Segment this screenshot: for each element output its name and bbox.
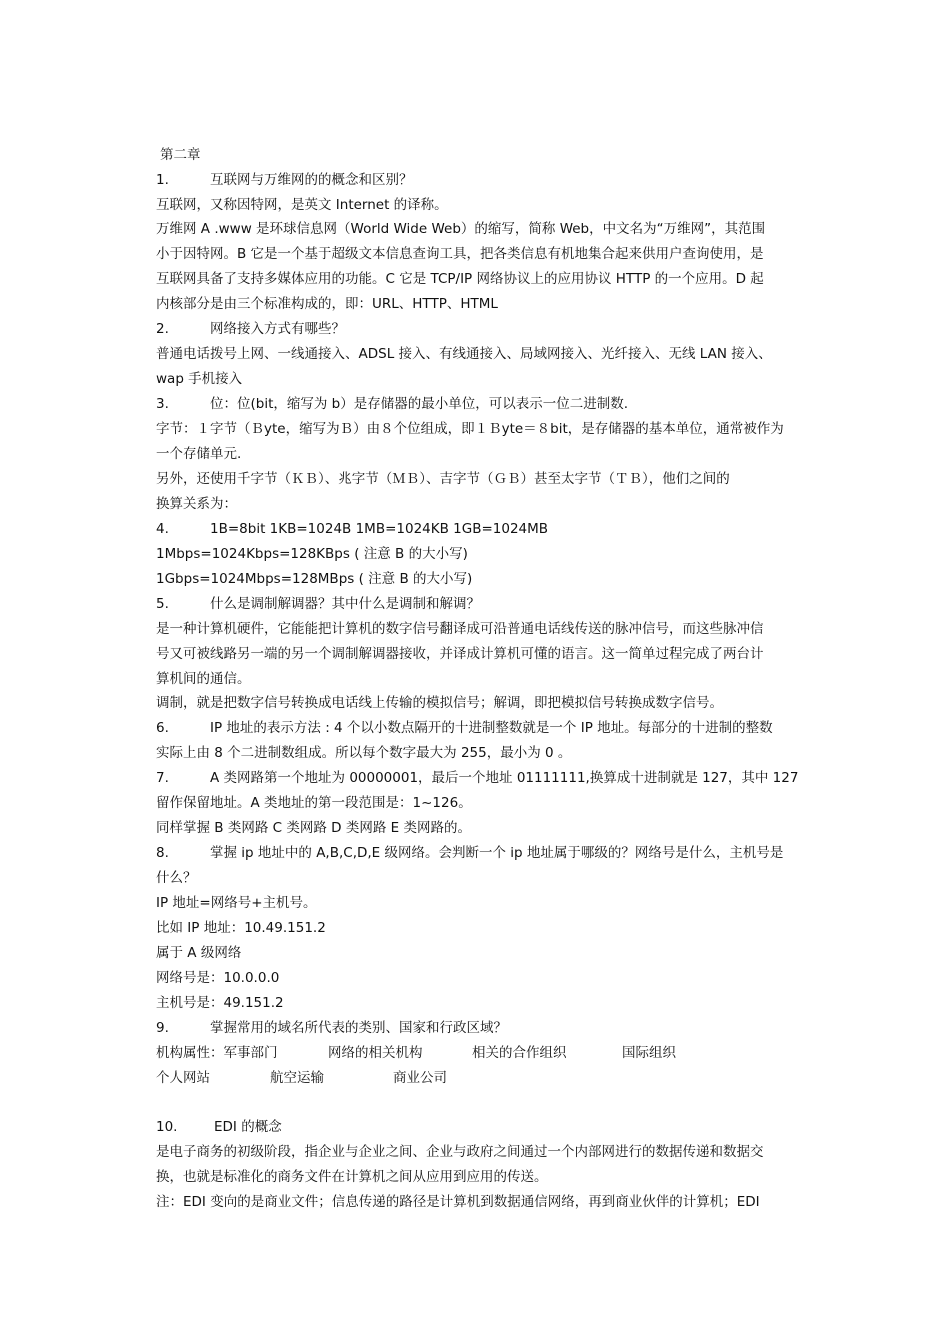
- paragraph-line: 实际上由 8 个二进制数组成。所以每个数字最大为 255，最小为 0 。: [156, 745, 572, 761]
- paragraph-line: 是电子商务的初级阶段，指企业与企业之间、企业与政府之间通过一个内部网进行的数据传递和数据交: [156, 1144, 764, 1160]
- question-number: 7.: [156, 770, 169, 786]
- paragraph-line: 留作保留地址。A 类地址的第一段范围是：1~126。: [156, 795, 472, 811]
- paragraph-line: 互联网，又称因特网，是英文 Internet 的译称。: [156, 197, 448, 213]
- question-text: EDI 的概念: [214, 1119, 282, 1135]
- paragraph-line: 另外，还使用千字节（ＫＢ）、兆字节（ＭＢ）、吉字节（ＧＢ）甚至太字节（ＴＢ），他们之间的: [156, 471, 730, 487]
- question-number: 9.: [156, 1020, 169, 1036]
- paragraph-line: IP 地址=网络号+主机号。: [156, 895, 317, 911]
- question-text: 掌握 ip 地址中的 A,B,C,D,E 级网络。会判断一个 ip 地址属于哪级的？网络号是什么，主机号是: [210, 845, 784, 861]
- paragraph-line: 互联网具备了支持多媒体应用的功能。C 它是 TCP/IP 网络协议上的应用协议 HTTP 的一个应用。D 起: [156, 271, 764, 287]
- question-text: 互联网与万维网的的概念和区别？: [210, 172, 413, 188]
- paragraph-line: 内核部分是由三个标准构成的，即：URL、HTTP、HTML: [156, 296, 498, 312]
- question-number: 5.: [156, 596, 169, 612]
- domain-category: 相关的合作组织: [472, 1045, 567, 1061]
- chapter-title: 第二章: [160, 147, 201, 163]
- paragraph-line: 属于 A 级网络: [156, 945, 242, 961]
- question-text: A 类网路第一个地址为 00000001，最后一个地址 01111111,换算成十进制就是 127，其中 127: [210, 770, 799, 786]
- paragraph-line: 调制，就是把数字信号转换成电话线上传输的模拟信号；解调，即把模拟信号转换成数字信号。: [156, 695, 723, 711]
- question-number: 4.: [156, 521, 169, 537]
- question-number: 6.: [156, 720, 169, 736]
- domain-category: 航空运输: [270, 1070, 324, 1086]
- paragraph-line: 是一种计算机硬件，它能能把计算机的数字信号翻译成可沿普通电话线传送的脉冲信号，而这些脉冲信: [156, 621, 764, 637]
- question-number: 8.: [156, 845, 169, 861]
- paragraph-line: 普通电话拨号上网、一线通接入、ADSL 接入、有线通接入、局域网接入、光纤接入、无线 LAN 接入、: [156, 346, 772, 362]
- paragraph-line: 什么？: [156, 870, 197, 886]
- domain-category: 网络的相关机构: [328, 1045, 423, 1061]
- question-number: 10.: [156, 1119, 178, 1135]
- paragraph-line: 换，也就是标准化的商务文件在计算机之间从应用到应用的传送。: [156, 1169, 548, 1185]
- question-number: 1.: [156, 172, 169, 188]
- paragraph-line: 比如 IP 地址：10.49.151.2: [156, 920, 326, 936]
- question-number: 2.: [156, 321, 169, 337]
- paragraph-line: 一个存储单元.: [156, 446, 242, 462]
- question-text: 1B=8bit 1KB=1024B 1MB=1024KB 1GB=1024MB: [210, 521, 549, 537]
- paragraph-line: 万维网 A .www 是环球信息网（World Wide Web）的缩写，简称 Web，中文名为“万维网”，其范围: [156, 221, 766, 237]
- paragraph-line: 字节：１字节（Ｂyte，缩写为Ｂ）由８个位组成，即１Ｂyte＝８bit，是存储器的基本单位，通常被作为: [156, 421, 784, 437]
- paragraph-line: 网络号是：10.0.0.0: [156, 970, 280, 986]
- domain-category: 国际组织: [622, 1045, 676, 1061]
- paragraph-line: 注：EDI 变向的是商业文件；信息传递的路径是计算机到数据通信网络，再到商业伙伴的计算机；EDI: [156, 1194, 760, 1210]
- domain-category: 商业公司: [393, 1070, 447, 1086]
- question-number: 3.: [156, 396, 169, 412]
- question-text: 网络接入方式有哪些？: [210, 321, 345, 337]
- domain-category: 机构属性：军事部门: [156, 1045, 278, 1061]
- paragraph-line: 换算关系为：: [156, 496, 237, 512]
- paragraph-line: 号又可被线路另一端的另一个调制解调器接收，并译成计算机可懂的语言。这一简单过程完成了两台计: [156, 646, 764, 662]
- question-text: 掌握常用的域名所代表的类别、国家和行政区域？: [210, 1020, 507, 1036]
- paragraph-line: 主机号是：49.151.2: [156, 995, 284, 1011]
- paragraph-line: 算机间的通信。: [156, 671, 251, 687]
- paragraph-line: 1Mbps=1024Kbps=128KBps ( 注意 B 的大小写): [156, 546, 468, 562]
- paragraph-line: 小于因特网。B 它是一个基于超级文本信息查询工具，把各类信息有机地集合起来供用户查询使用，是: [156, 246, 764, 262]
- question-text: IP 地址的表示方法 : 4 个以小数点隔开的十进制整数就是一个 IP 地址。每部分的十进制的整数: [210, 720, 773, 736]
- question-text: 什么是调制解调器？其中什么是调制和解调？: [210, 596, 480, 612]
- question-text: 位：位(bit，缩写为 b）是存储器的最小单位，可以表示一位二进制数.: [210, 396, 629, 412]
- domain-category: 个人网站: [156, 1070, 210, 1086]
- paragraph-line: 1Gbps=1024Mbps=128MBps ( 注意 B 的大小写): [156, 571, 473, 587]
- paragraph-line: wap 手机接入: [156, 371, 243, 387]
- paragraph-line: 同样掌握 B 类网路 C 类网路 D 类网路 E 类网路的。: [156, 820, 471, 836]
